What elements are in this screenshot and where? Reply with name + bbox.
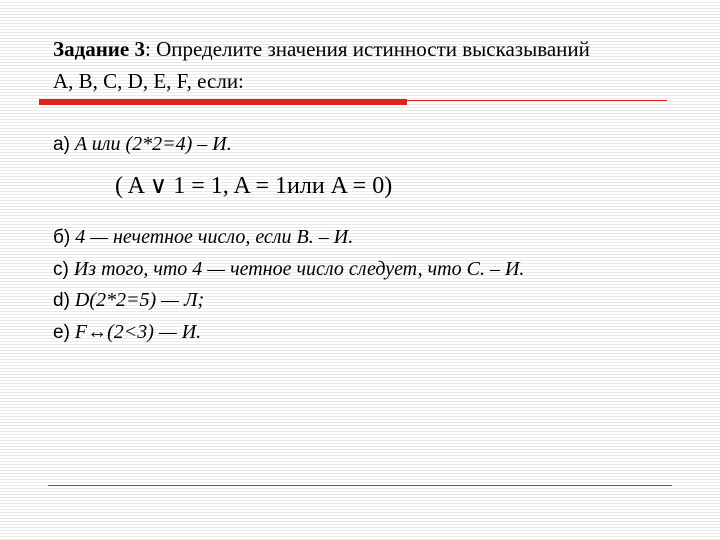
item-c-text: Из того, что 4 — четное число следует, что C. – И. [73, 257, 525, 280]
item-b-text: 4 — нечетное число, если B. – И. [75, 226, 354, 248]
item-d-text: D(2*2=5) — Л; [74, 289, 205, 311]
statement-list [53, 222, 524, 348]
formula: ( A ∨ 1 = 1, A = 1или A = 0) [115, 173, 393, 199]
task-text-line-1: Определите значения истинности высказываний [150, 37, 590, 61]
task-colon: : [144, 37, 151, 61]
task-title [53, 33, 693, 97]
item-e-label: e) [53, 321, 70, 343]
list-item-d [53, 285, 524, 317]
item-e-text: F↔(2<3) — И. [74, 320, 202, 343]
title-divider-thick [39, 99, 407, 105]
title-divider-thin [407, 100, 667, 101]
task-label: Задание 3 [53, 37, 145, 61]
list-item-c [53, 254, 524, 286]
list-item-a [53, 130, 232, 159]
list-item-b [53, 222, 524, 254]
list-item-e [53, 317, 524, 349]
item-d-label: d) [53, 290, 70, 311]
task-text-line-2: A, B, C, D, E, F, если: [53, 69, 244, 93]
footer-divider [48, 485, 672, 486]
item-c-label: c) [53, 258, 69, 280]
item-a-label: a) [53, 134, 70, 155]
item-a-text: A или (2*2=4) – И. [74, 133, 232, 155]
title-line-1 [53, 33, 693, 65]
item-b-label: б) [53, 227, 71, 248]
